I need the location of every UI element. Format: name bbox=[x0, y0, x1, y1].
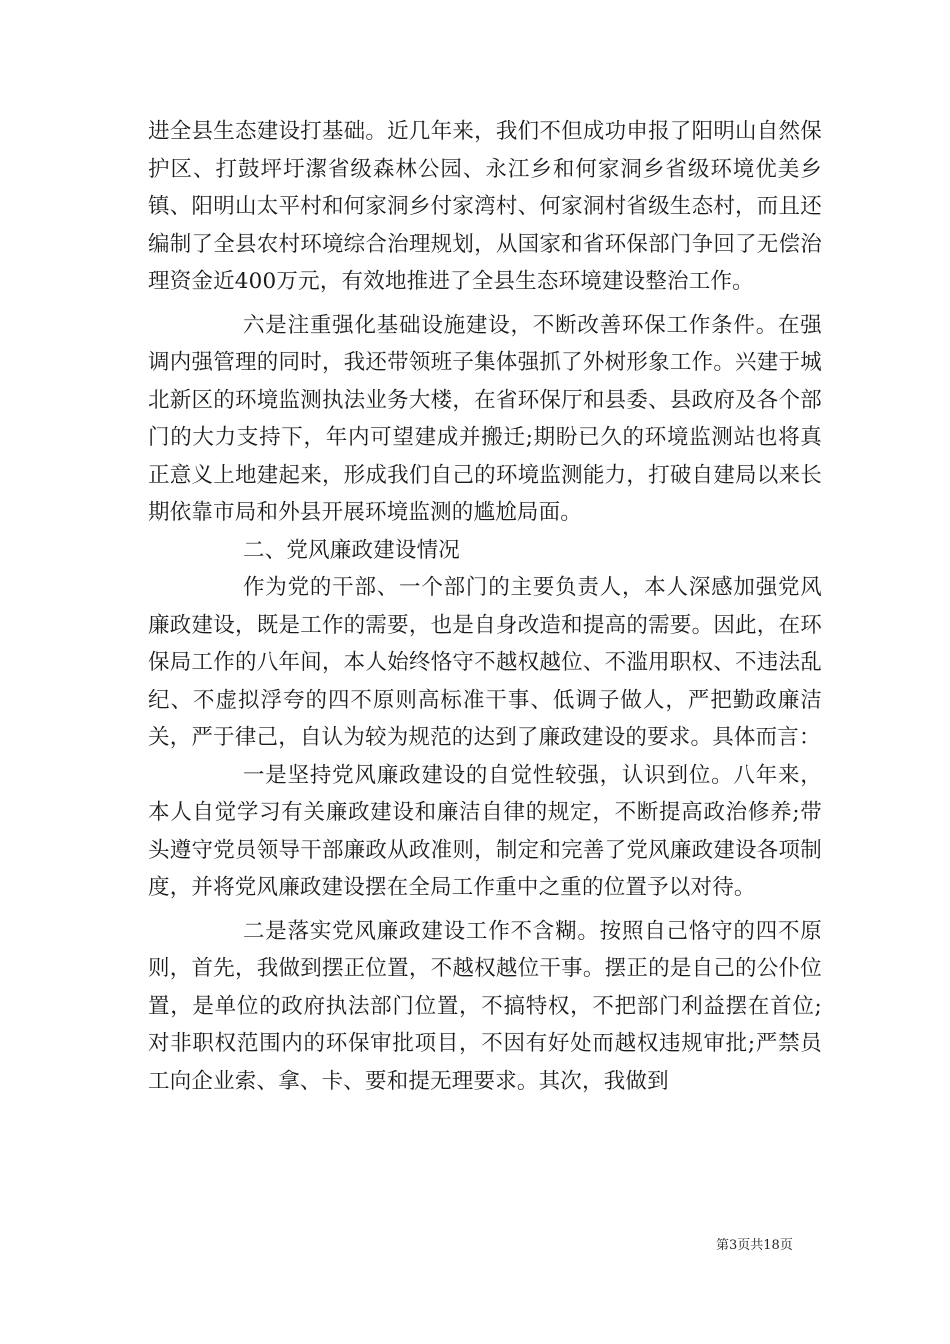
paragraph-self-awareness: 一是坚持党风廉政建设的自觉性较强，认识到位。八年来，本人自觉学习有关廉政建设和廉洁自律的规定，不断提高政治修养;带头遵守党员领导干部廉政从政准则，制定和完善了党风廉政建设各项制度，并将党风廉政建设摆在全局工作重中之重的位置予以对待。 bbox=[148, 762, 822, 900]
paragraph-ecology-construction: 进全县生态建设打基础。近几年来，我们不但成功申报了阳明山自然保护区、打鼓坪圩潔省级森林公园、永江乡和何家洞乡省级环境优美乡镇、阳明山太平村和何家洞乡付家湾村、何家洞村省级生态村，而且还编制了全县农村环境综合治理规划，从国家和省环保部门争回了无偿治理资金近400万元，有效地推进了全县生态环境建设整治工作。 bbox=[148, 119, 822, 294]
paragraph-infrastructure: 六是注重强化基础设施建设，不断改善环保工作条件。在强调内强管理的同时，我还带领班子集体强抓了外树形象工作。兴建于城北新区的环境监测执法业务大楼，在省环保厅和县委、县政府及各个部门的大力支持下，年内可望建成并搬迁;期盼已久的环境监测站也将真正意义上地建起来，形成我们自己的环境监测能力，打破自建局以来长期依靠市局和外县开展环境监测的尴尬局面。 bbox=[148, 312, 822, 525]
page-number-footer: 第3页共18页 bbox=[716, 1238, 793, 1253]
paragraph-party-cadre: 作为党的干部、一个部门的主要负责人，本人深感加强党风廉政建设，既是工作的需要，也是自身改造和提高的需要。因此，在环保局工作的八年间，本人始终恪守不越权越位、不滥用职权、不违法乱纪、不虚拟浮夸的四不原则高标准干事、低调子做人，严把勤政廉洁关，严于律己，自认为较为规范的达到了廉政建设的要求。具体而言： bbox=[148, 575, 822, 750]
section-heading-party-conduct: 二、党风廉政建设情况 bbox=[243, 537, 461, 563]
document-body bbox=[148, 113, 822, 1100]
paragraph-implementation: 二是落实党风廉政建设工作不含糊。按照自己恪守的四不原则，首先，我做到摆正位置，不越权越位干事。摆正的是自己的公仆位置，是单位的政府执法部门位置，不搞特权，不把部门利益摆在首位;对非职权范围内的环保审批项目，不因有好处而越权违规审批;严禁员工向企业索、拿、卡、要和提无理要求。其次，我做到 bbox=[148, 918, 822, 1094]
